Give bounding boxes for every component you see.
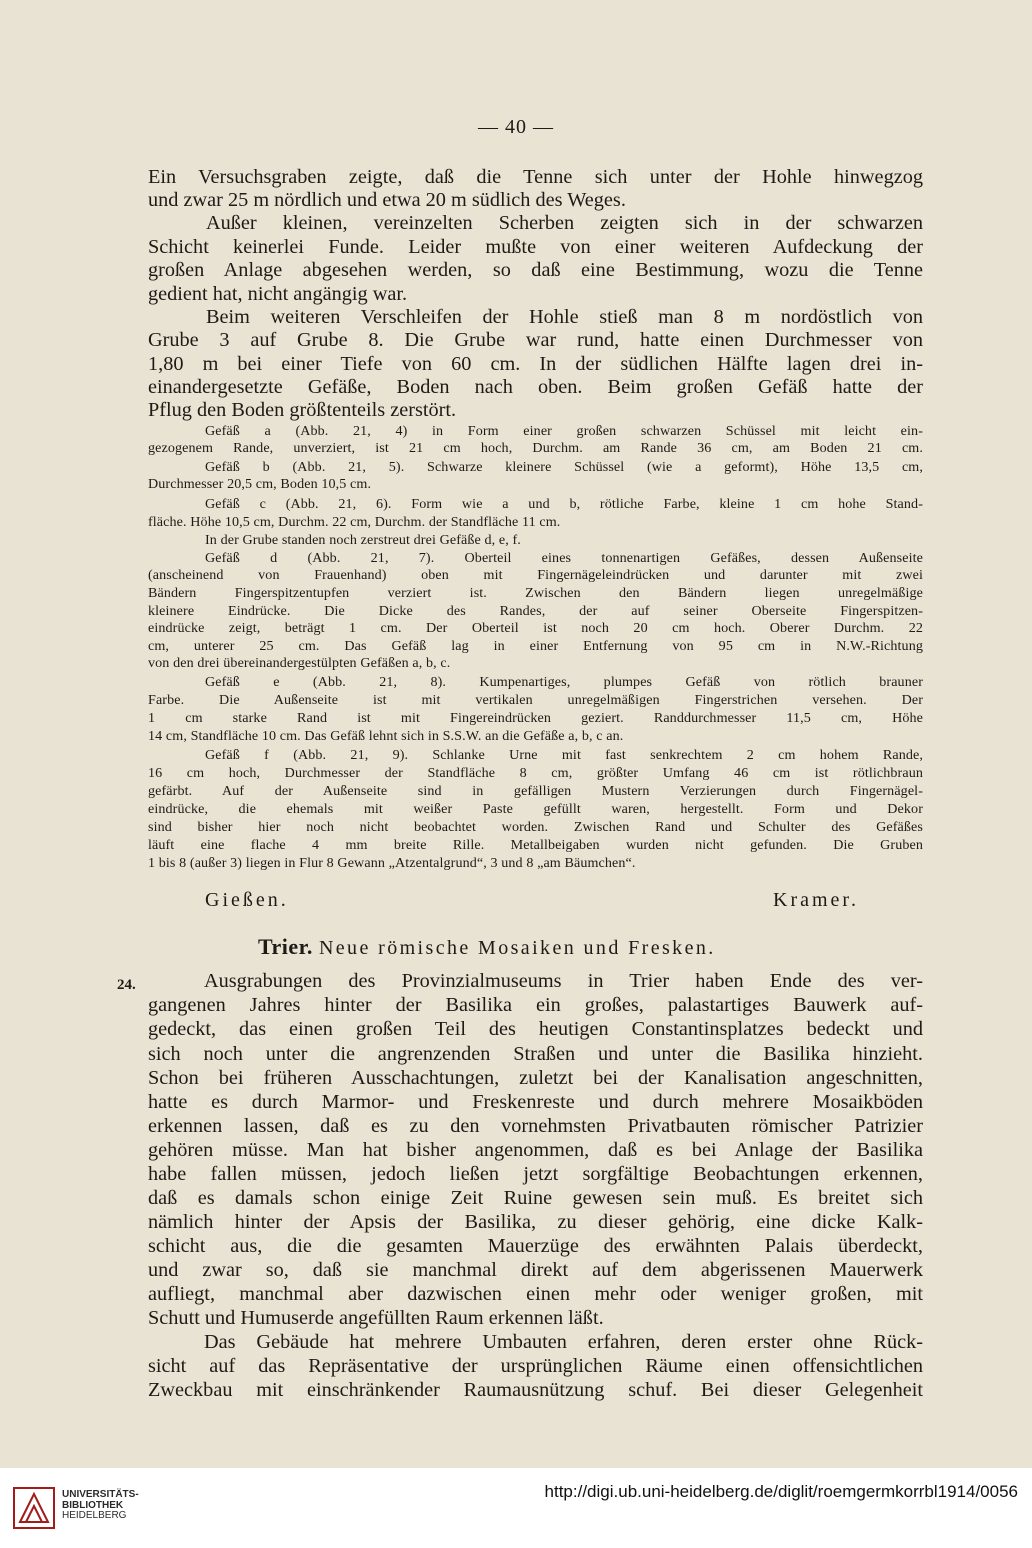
text-line: habe fallen müssen, jedoch ließen jetzt sorgfältige Beobachtungen erkennen, [148, 1163, 923, 1185]
small-text-line: kleinere Eindrücke. Die Dicke des Randes, der auf seiner Oberseite Fingerspitzen- [148, 603, 923, 619]
library-logo-icon [12, 1486, 56, 1530]
small-text-line: von den drei übereinandergestülpten Gefäßen a, b, c. [148, 655, 451, 671]
text-line: Beim weiteren Verschleifen der Hohle stieß man 8 m nordöstlich von [206, 306, 923, 328]
text-line: gedeckt, das einen großen Teil des heutigen Constantinsplatzes bedeckt und [148, 1018, 923, 1040]
text-line: Ein Versuchsgraben zeigte, daß die Tenne sich unter der Hohle hinwegzog [148, 166, 923, 188]
section-title: Trier. [258, 934, 313, 959]
text-line: Schicht keinerlei Funde. Leider mußte von einer weiteren Aufdeckung der [148, 236, 923, 258]
source-url[interactable]: http://digi.ub.uni-heidelberg.de/diglit/roemgermkorrbl1914/0056 [544, 1482, 1018, 1501]
text-line: einandergesetzte Gefäße, Boden nach oben. Beim großen Gefäß hatte der [148, 376, 923, 398]
text-line: sicht auf das Repräsentative der ursprünglichen Räume einen offensichtlichen [148, 1355, 923, 1377]
small-text-line: eindrücke zeigt, beträgt 1 cm. Der Oberteil ist noch 20 cm hoch. Oberer Durchm. 22 [148, 620, 923, 636]
small-text-line: Gefäß d (Abb. 21, 7). Oberteil eines tonnenartigen Gefäßes, dessen Außenseite [205, 550, 923, 566]
small-text-line: fläche. Höhe 10,5 cm, Durchm. 22 cm, Durchm. der Standfläche 11 cm. [148, 514, 561, 530]
library-name-line: HEIDELBERG [62, 1510, 127, 1521]
text-line: erkennen lassen, daß es zu den vornehmsten Privatbauten römischer Patrizier [148, 1115, 923, 1137]
signature-place: Gießen. [205, 889, 289, 911]
text-line: gehören müsse. Man hat bisher angenommen, daß es bei Anlage der Basilika [148, 1139, 923, 1161]
text-line: und zwar so, daß sie manchmal direkt auf dem abgerissenen Mauerwerk [148, 1259, 923, 1281]
text-line: Grube 3 auf Grube 8. Die Grube war rund, hatte einen Durchmesser von [148, 329, 923, 351]
small-text-line: Gefäß c (Abb. 21, 6). Form wie a und b, rötliche Farbe, kleine 1 cm hohe Stand- [205, 496, 923, 512]
signature-author: Kramer. [773, 889, 859, 911]
small-text-line: Gefäß a (Abb. 21, 4) in Form einer großen schwarzen Schüssel mit leicht ein- [205, 423, 923, 439]
page-number: — 40 — [478, 116, 554, 138]
text-line: Ausgrabungen des Provinzialmuseums in Trier haben Ende des ver- [204, 970, 923, 992]
text-line: Das Gebäude hat mehrere Umbauten erfahren, deren erster ohne Rück- [204, 1331, 923, 1353]
small-text-line: cm, unterer 25 cm. Das Gefäß lag in einer Entfernung von 95 cm in N.W.-Richtung [148, 638, 923, 654]
small-text-line: eindrücke, die ehemals mit weißer Paste gefüllt waren, hergestellt. Form und Dekor [148, 801, 923, 817]
text-line: gedient hat, nicht angängig war. [148, 283, 408, 305]
text-line: Pflug den Boden größtenteils zerstört. [148, 399, 457, 421]
text-line: gangenen Jahres hinter der Basilika ein großes, palastartiges Bauwerk auf- [148, 994, 923, 1016]
small-text-line: Gefäß e (Abb. 21, 8). Kumpenartiges, plumpes Gefäß von rötlich brauner [205, 674, 923, 690]
small-text-line: Gefäß b (Abb. 21, 5). Schwarze kleinere Schüssel (wie a geformt), Höhe 13,5 cm, [205, 459, 923, 475]
text-line: und zwar 25 m nördlich und etwa 20 m südlich des Weges. [148, 189, 626, 211]
text-line: Schutt und Humuserde angefüllten Raum erkennen läßt. [148, 1307, 604, 1329]
text-line: hatte es durch Marmor- und Freskenreste und durch mehrere Mosaikböden [148, 1091, 923, 1113]
section-heading [258, 934, 716, 960]
text-line: 1,80 m bei einer Tiefe von 60 cm. In der südlichen Hälfte lagen drei in- [148, 353, 923, 375]
small-text-line: sind bisher hier noch nicht beobachtet worden. Zwischen Rand und Schulter des Gefäßes [148, 819, 923, 835]
footer-bar [0, 1468, 1032, 1548]
small-text-line: Bändern Fingerspitzentupfen verziert ist. Zwischen den Bändern liegen unregelmäßige [148, 585, 923, 601]
text-line: Schon bei früheren Ausschachtungen, zuletzt bei der Kanalisation angeschnitten, [148, 1067, 923, 1089]
library-name-line: BIBLIOTHEK [62, 1499, 124, 1511]
small-text-line: Farbe. Die Außenseite ist mit vertikalen unregelmäßigen Fingerstrichen versehen. Der [148, 692, 923, 708]
text-line: sich noch unter die angrenzenden Straßen und unter die Basilika hinzieht. [148, 1043, 923, 1065]
small-text-line: gezogenem Rande, unverziert, ist 21 cm hoch, Durchm. am Rande 36 cm, am Boden 21 cm. [148, 440, 923, 456]
text-line: Außer kleinen, vereinzelten Scherben zeigten sich in der schwarzen [206, 212, 923, 234]
library-name-line: UNIVERSITÄTS- [62, 1489, 139, 1500]
small-text-line: 16 cm hoch, Durchmesser der Standfläche 8 cm, größter Umfang 46 cm ist rötlichbraun [148, 765, 923, 781]
small-text-line: läuft eine flache 4 mm breite Rille. Metallbeigaben wurden nicht gefunden. Die Gruben [148, 837, 923, 853]
text-line: Zweckbau mit einschränkender Raumausnützung schuf. Bei dieser Gelegenheit [148, 1379, 923, 1401]
small-text-line: Gefäß f (Abb. 21, 9). Schlanke Urne mit fast senkrechtem 2 cm hohem Rande, [205, 747, 923, 763]
text-line: nämlich hinter der Apsis der Basilika, zu dieser gehörig, eine dicke Kalk- [148, 1211, 923, 1233]
small-text-line: 1 bis 8 (außer 3) liegen in Flur 8 Gewann „Atzentalgrund“, 3 und 8 „am Bäumchen“. [148, 855, 636, 871]
small-text-line: In der Grube standen noch zerstreut drei Gefäße d, e, f. [205, 532, 521, 548]
small-text-line: 14 cm, Standfläche 10 cm. Das Gefäß lehnt sich in S.S.W. an die Gefäße a, b, c an. [148, 728, 624, 744]
small-text-line: Durchmesser 20,5 cm, Boden 10,5 cm. [148, 476, 372, 492]
section-subtitle: Neue römische Mosaiken und Fresken. [318, 937, 716, 959]
small-text-line: 1 cm starke Rand ist mit Fingereindrücken geziert. Randdurchmesser 11,5 cm, Höhe [148, 710, 923, 726]
text-line: daß es damals schon einige Zeit Ruine gewesen sein muß. Es breitet sich [148, 1187, 923, 1209]
section-number: 24. [117, 977, 136, 993]
small-text-line: gefärbt. Auf der Außenseite sind in gefälligen Mustern Verzierungen durch Fingernägel- [148, 783, 923, 799]
text-line: schicht aus, die die gesamten Mauerzüge des erwähnten Palais überdeckt, [148, 1235, 923, 1257]
text-line: aufliegt, manchmal aber dazwischen einen mehr oder weniger großen, mit [148, 1283, 923, 1305]
library-name [62, 1490, 139, 1522]
text-line: großen Anlage abgesehen werden, so daß eine Bestimmung, wozu die Tenne [148, 259, 923, 281]
small-text-line: (anscheinend von Frauenhand) oben mit Fingernägeleindrücken und darunter mit zwei [148, 567, 923, 583]
